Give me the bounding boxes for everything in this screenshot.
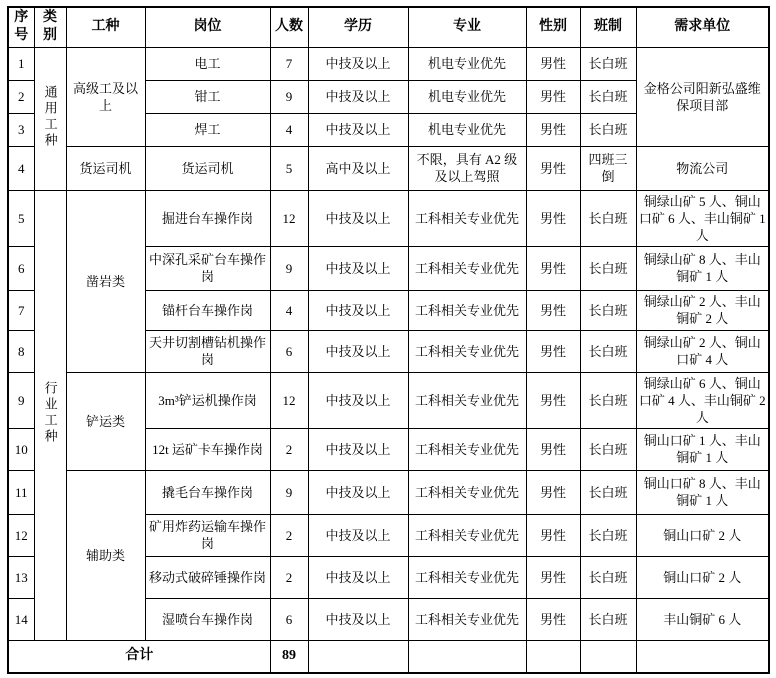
cell-no: 11 [8,470,34,514]
cell-post: 锚杆台车操作岗 [145,290,270,330]
cell-no: 9 [8,372,34,428]
cell-major: 工科相关专业优先 [408,190,526,246]
cell-gender: 男性 [526,514,580,556]
cell-education: 中技及以上 [308,514,408,556]
cell-count: 4 [270,113,308,146]
cell-shift: 长白班 [580,290,636,330]
footer-empty-cell [308,640,408,673]
cell-post: 焊工 [145,113,270,146]
cell-education: 中技及以上 [308,47,408,80]
cell-no: 10 [8,428,34,470]
table-row [8,190,769,246]
cell-shift: 长白班 [580,113,636,146]
cell-unit: 铜山口矿 2 人 [636,514,769,556]
cell-unit: 铜山口矿 2 人 [636,556,769,598]
cell-gender: 男性 [526,246,580,290]
cell-major: 工科相关专业优先 [408,246,526,290]
cell-education: 中技及以上 [308,598,408,640]
cell-count: 6 [270,598,308,640]
cell-shift: 长白班 [580,47,636,80]
cell-no: 2 [8,80,34,113]
cell-education: 中技及以上 [308,246,408,290]
table-row [8,146,769,190]
cell-no: 5 [8,190,34,246]
cell-post: 移动式破碎锤操作岗 [145,556,270,598]
header-post: 岗位 [145,7,270,47]
cell-count: 7 [270,47,308,80]
cell-shift: 长白班 [580,428,636,470]
cell-major: 工科相关专业优先 [408,428,526,470]
cell-gender: 男性 [526,146,580,190]
cell-major: 工科相关专业优先 [408,290,526,330]
cell-major: 工科相关专业优先 [408,330,526,372]
header-unit: 需求单位 [636,7,769,47]
cell-unit: 物流公司 [636,146,769,190]
cell-education: 中技及以上 [308,556,408,598]
cell-education: 中技及以上 [308,190,408,246]
footer-total-label: 合计 [8,640,270,673]
cell-post: 中深孔采矿台车操作岗 [145,246,270,290]
cell-major: 机电专业优先 [408,113,526,146]
cell-shift: 长白班 [580,246,636,290]
cell-major: 机电专业优先 [408,80,526,113]
cell-count: 9 [270,470,308,514]
cell-no: 14 [8,598,34,640]
cell-post: 钳工 [145,80,270,113]
cell-category-general [34,47,66,190]
cell-category-industry [34,190,66,640]
cell-education: 中技及以上 [308,470,408,514]
cell-unit: 铜绿山矿 5 人、铜山口矿 6 人、丰山铜矿 1 人 [636,190,769,246]
cell-post: 天井切割槽钻机操作岗 [145,330,270,372]
cell-gender: 男性 [526,470,580,514]
cell-major: 工科相关专业优先 [408,556,526,598]
cell-major: 工科相关专业优先 [408,514,526,556]
cell-education: 中技及以上 [308,372,408,428]
cell-major: 工科相关专业优先 [408,598,526,640]
cell-post: 3m³铲运机操作岗 [145,372,270,428]
footer-row [8,640,769,673]
cell-count: 2 [270,556,308,598]
cell-education: 中技及以上 [308,428,408,470]
cell-no: 13 [8,556,34,598]
cell-unit: 金格公司阳新弘盛维保项目部 [636,47,769,146]
cell-unit: 铜绿山矿 2 人、丰山铜矿 2 人 [636,290,769,330]
cell-unit: 铜山口矿 8 人、丰山铜矿 1 人 [636,470,769,514]
cell-no: 8 [8,330,34,372]
header-count: 人数 [270,7,308,47]
table-row [8,372,769,428]
header-gender: 性别 [526,7,580,47]
cell-unit: 铜绿山矿 2 人、铜山口矿 4 人 [636,330,769,372]
header-trade: 工种 [66,7,145,47]
cell-trade-loading: 铲运类 [66,372,145,470]
cell-gender: 男性 [526,190,580,246]
cell-count: 6 [270,330,308,372]
cell-unit: 铜绿山矿 6 人、铜山口矿 4 人、丰山铜矿 2 人 [636,372,769,428]
cell-gender: 男性 [526,47,580,80]
cell-shift: 长白班 [580,598,636,640]
cell-education: 中技及以上 [308,290,408,330]
cell-unit: 铜山口矿 1 人、丰山铜矿 1 人 [636,428,769,470]
cell-count: 9 [270,80,308,113]
footer-empty-cell [408,640,526,673]
footer-total-count: 89 [270,640,308,673]
cell-shift: 长白班 [580,190,636,246]
header-shift: 班制 [580,7,636,47]
cell-trade-senior: 高级工及以上 [66,47,145,146]
cell-gender: 男性 [526,113,580,146]
cell-shift: 四班三倒 [580,146,636,190]
cell-major: 机电专业优先 [408,47,526,80]
cell-post: 撬毛台车操作岗 [145,470,270,514]
cell-gender: 男性 [526,372,580,428]
cell-gender: 男性 [526,330,580,372]
cell-major: 工科相关专业优先 [408,470,526,514]
cell-major: 工科相关专业优先 [408,372,526,428]
cell-shift: 长白班 [580,80,636,113]
category-vertical-text: 通用工种 [42,84,58,149]
header-row [8,7,769,47]
recruitment-table [7,6,770,674]
table-row [8,470,769,514]
cell-education: 中技及以上 [308,330,408,372]
cell-shift: 长白班 [580,470,636,514]
cell-shift: 长白班 [580,372,636,428]
cell-major: 不限，具有 A2 级及以上驾照 [408,146,526,190]
table-row [8,47,769,80]
header-no: 序号 [8,7,34,47]
cell-count: 2 [270,428,308,470]
cell-shift: 长白班 [580,330,636,372]
cell-no: 3 [8,113,34,146]
footer-empty-cell [636,640,769,673]
footer-empty-cell [526,640,580,673]
cell-post: 掘进台车操作岗 [145,190,270,246]
header-category: 类别 [34,7,66,47]
cell-gender: 男性 [526,556,580,598]
cell-gender: 男性 [526,598,580,640]
footer-empty-cell [580,640,636,673]
cell-unit: 铜绿山矿 8 人、丰山铜矿 1 人 [636,246,769,290]
cell-count: 5 [270,146,308,190]
cell-count: 2 [270,514,308,556]
cell-no: 4 [8,146,34,190]
cell-post: 电工 [145,47,270,80]
cell-gender: 男性 [526,290,580,330]
cell-trade-driver: 货运司机 [66,146,145,190]
cell-count: 12 [270,190,308,246]
cell-post: 湿喷台车操作岗 [145,598,270,640]
cell-education: 中技及以上 [308,80,408,113]
cell-count: 4 [270,290,308,330]
cell-post: 矿用炸药运输车操作岗 [145,514,270,556]
cell-count: 12 [270,372,308,428]
header-education: 学历 [308,7,408,47]
cell-unit: 丰山铜矿 6 人 [636,598,769,640]
cell-trade-auxiliary: 辅助类 [66,470,145,640]
cell-no: 1 [8,47,34,80]
cell-no: 12 [8,514,34,556]
cell-count: 9 [270,246,308,290]
cell-no: 7 [8,290,34,330]
cell-education: 高中及以上 [308,146,408,190]
cell-gender: 男性 [526,80,580,113]
cell-post: 12t 运矿卡车操作岗 [145,428,270,470]
cell-shift: 长白班 [580,514,636,556]
cell-no: 6 [8,246,34,290]
category-vertical-text: 行业工种 [42,381,58,446]
header-major: 专业 [408,7,526,47]
cell-gender: 男性 [526,428,580,470]
cell-post: 货运司机 [145,146,270,190]
cell-shift: 长白班 [580,556,636,598]
cell-trade-drilling: 凿岩类 [66,190,145,372]
cell-education: 中技及以上 [308,113,408,146]
